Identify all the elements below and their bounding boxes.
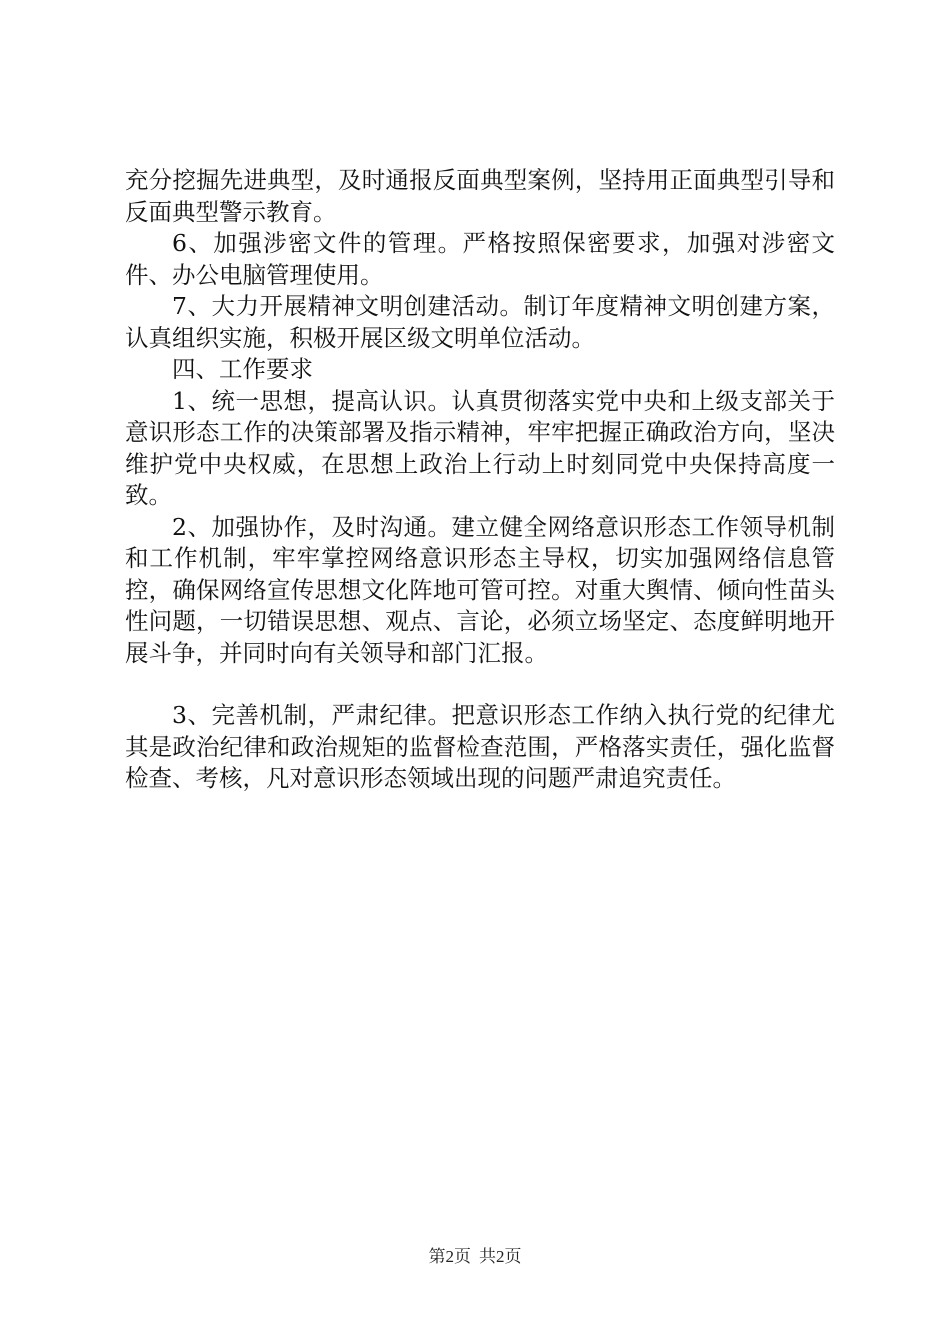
page-footer (0, 1242, 950, 1267)
section-heading-work-requirements: 四、工作要求 (172, 355, 313, 383)
page-number: 第2页 (428, 1247, 471, 1266)
paragraph-continuation: 充分挖掘先进典型，及时通报反面典型案例，坚持用正面典型引导和反面典型警示教育。 (125, 166, 835, 226)
page-total: 共2页 (479, 1247, 522, 1266)
paragraph-item-6: 6、加强涉密文件的管理。严格按照保密要求，加强对涉密文件、办公电脑管理使用。 (125, 229, 835, 289)
paragraph-requirement-2: 2、加强协作，及时沟通。建立健全网络意识形态工作领导机制和工作机制，牢牢掌控网络意识形态主导权，切实加强网络信息管控，确保网络宣传思想文化阵地可管可控。对重大舆情、倾向性苗头性问题，一切错误思想、观点、言论，必须立场坚定、态度鲜明地开展斗争，并同时向有关领导和部门汇报。 (125, 512, 835, 667)
paragraph-requirement-1: 1、统一思想，提高认识。认真贯彻落实党中央和上级支部关于意识形态工作的决策部署及指示精神，牢牢把握正确政治方向，坚决维护党中央权威，在思想上政治上行动上时刻同党中央保持高度一致。 (125, 386, 835, 509)
paragraph-item-7: 7、大力开展精神文明创建活动。制订年度精神文明创建方案，认真组织实施，积极开展区级文明单位活动。 (125, 292, 835, 352)
paragraph-requirement-3: 3、完善机制，严肃纪律。把意识形态工作纳入执行党的纪律尤其是政治纪律和政治规矩的监督检查范围，严格落实责任，强化监督检查、考核，凡对意识形态领域出现的问题严肃追究责任。 (125, 701, 835, 792)
document-body (125, 165, 835, 795)
